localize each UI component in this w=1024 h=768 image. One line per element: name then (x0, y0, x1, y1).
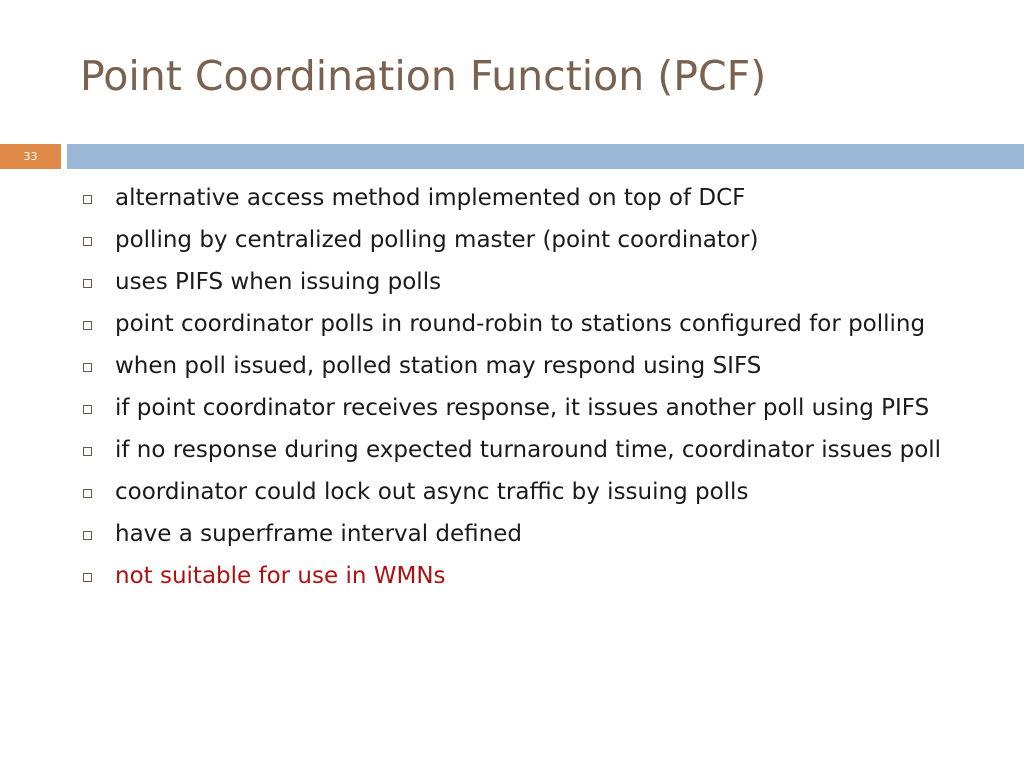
bullet-text: if no response during expected turnaround time, coordinator issues poll (115, 437, 942, 463)
square-bullet-icon (80, 266, 115, 298)
bullet-item (80, 350, 980, 382)
square-bullet-icon (80, 182, 115, 214)
bullet-item (80, 266, 980, 298)
bullet-text: when poll issued, polled station may respond using SIFS (115, 353, 762, 379)
bullet-item (80, 392, 980, 424)
header-bar (67, 144, 1024, 169)
square-bullet-icon (80, 434, 115, 466)
bullet-item (80, 224, 980, 256)
bullet-text: if point coordinator receives response, it issues another poll using PIFS (115, 395, 930, 421)
square-bullet-icon (80, 476, 115, 508)
bullet-item (80, 182, 980, 214)
square-bullet-icon (80, 518, 115, 550)
square-bullet-icon (80, 350, 115, 382)
bullet-item (80, 518, 980, 550)
bullet-text: point coordinator polls in round-robin to stations configured for polling (115, 311, 926, 337)
square-bullet-icon (80, 224, 115, 256)
slide-title: Point Coordination Function (PCF) (80, 52, 767, 100)
square-bullet-icon (80, 560, 115, 592)
bullet-text: coordinator could lock out async traffic by issuing polls (115, 479, 749, 505)
bullet-item (80, 308, 980, 340)
bullet-text: not suitable for use in WMNs (115, 563, 446, 589)
bullet-item (80, 476, 980, 508)
bullet-text: polling by centralized polling master (point coordinator) (115, 227, 759, 253)
square-bullet-icon (80, 308, 115, 340)
bullet-text: uses PIFS when issuing polls (115, 269, 442, 295)
bullet-item-highlighted (80, 560, 980, 592)
bullet-text: have a superframe interval defined (115, 521, 522, 547)
square-bullet-icon (80, 392, 115, 424)
bullet-text: alternative access method implemented on top of DCF (115, 185, 746, 211)
bullet-list (80, 182, 980, 602)
bullet-item (80, 434, 980, 466)
page-number: 33 (0, 144, 61, 169)
